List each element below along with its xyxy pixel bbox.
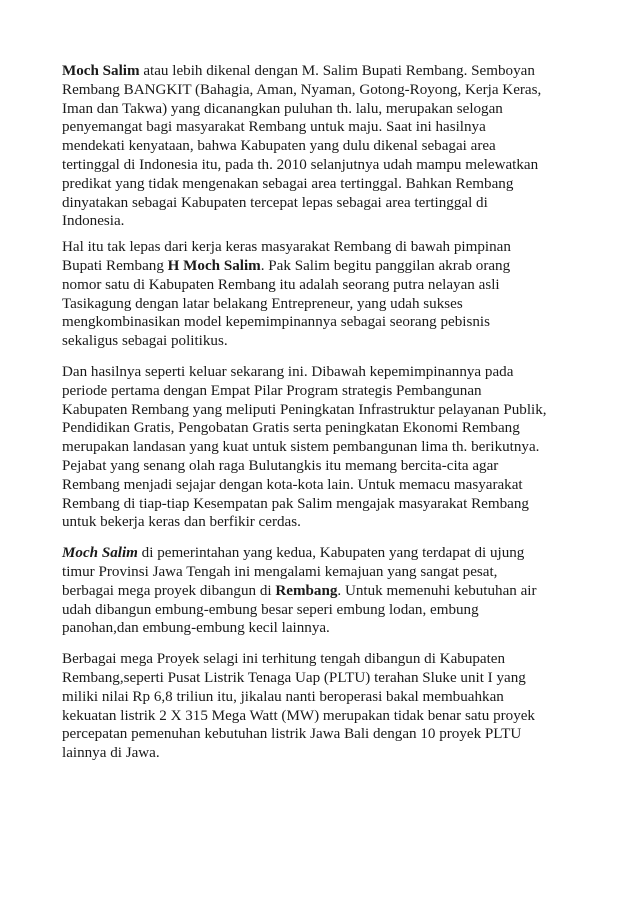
text-line: [62, 313, 574, 332]
text-line: [62, 582, 574, 601]
text-run: merupakan landasan yang kuat untuk sistem pembangunan lima th. berikutnya.: [62, 439, 540, 456]
text-run: Tasikagung dengan latar belakang Entrepreneur, yang udah sukses: [62, 295, 463, 312]
text-line: [62, 238, 574, 257]
text-run: Rembang menjadi sejajar dengan kota-kota lain. Untuk memacu masyarakat: [62, 476, 523, 493]
text-run: Bupati Rembang: [62, 257, 168, 274]
text-run: panohan,dan embung-embung kecil lainnya.: [62, 620, 330, 637]
text-run: miliki nilai Rp 6,8 triliun itu, jikalau nanti beroperasi bakal membuahkan: [62, 688, 504, 705]
text-run: predikat yang tidak mengenakan sebagai area tertinggal. Bahkan Rembang: [62, 175, 514, 192]
paragraph: [62, 62, 574, 231]
text-line: [62, 137, 574, 156]
text-line: [62, 363, 574, 382]
text-line: [62, 688, 574, 707]
text-run: udah dibangun embung-embung besar seperi embung lodan, embung: [62, 601, 479, 618]
text-run: lainnya di Jawa.: [62, 745, 160, 762]
text-line: [62, 62, 574, 81]
text-line: [62, 669, 574, 688]
emphasized-text: Moch Salim: [62, 63, 140, 79]
paragraph: [62, 363, 574, 532]
document-page: [62, 62, 574, 763]
paragraph: [62, 238, 574, 351]
text-line: [62, 401, 574, 420]
text-line: [62, 257, 574, 276]
text-line: [62, 544, 574, 563]
text-line: [62, 476, 574, 495]
text-line: [62, 707, 574, 726]
text-run: timur Provinsi Jawa Tengah ini mengalami kemajuan yang sangat pesat,: [62, 563, 498, 580]
text-line: [62, 81, 574, 100]
text-line: [62, 457, 574, 476]
text-run: berbagai mega proyek dibangun di: [62, 582, 276, 599]
text-run: . Pak Salim begitu panggilan akrab orang: [260, 257, 511, 274]
text-run: Hal itu tak lepas dari kerja keras masyarakat Rembang di bawah pimpinan: [62, 239, 511, 256]
text-run: di pemerintahan yang kedua, Kabupaten yang terdapat di ujung: [137, 545, 525, 562]
text-line: [62, 156, 574, 175]
text-line: [62, 419, 574, 438]
text-line: [62, 601, 574, 620]
text-run: penyemangat bagi masyarakat Rembang untuk maju. Saat ini hasilnya: [62, 119, 486, 136]
text-run: Berbagai mega Proyek selagi ini terhitung tengah dibangun di Kabupaten: [62, 651, 506, 668]
text-run: Indonesia.: [62, 213, 125, 230]
text-line: [62, 295, 574, 314]
text-run: Iman dan Takwa) yang dicanangkan puluhan th. lalu, merupakan selogan: [62, 100, 503, 117]
text-run: Pejabat yang senang olah raga Bulutangkis itu memang bercita-cita agar: [62, 457, 499, 474]
text-run: mendekati kenyataan, bahwa Kabupaten yang dulu dikenal sebagai area: [62, 138, 496, 155]
text-run: percepatan pemenuhan kebutuhan listrik Jawa Bali dengan 10 proyek PLTU: [62, 726, 522, 743]
text-run: untuk bekerja keras dan berfikir cerdas.: [62, 514, 301, 531]
text-line: [62, 744, 574, 763]
text-line: [62, 619, 574, 638]
text-line: [62, 438, 574, 457]
text-run: Rembang di tiap-tiap Kesempatan pak Salim mengajak masyarakat Rembang: [62, 495, 529, 512]
text-run: atau lebih dikenal dengan M. Salim Bupati Rembang. Semboyan: [139, 63, 535, 79]
text-run: Rembang BANGKIT (Bahagia, Aman, Nyaman, Gotong-Royong, Kerja Keras,: [62, 81, 542, 98]
text-line: [62, 725, 574, 744]
text-line: [62, 495, 574, 514]
text-run: Dan hasilnya seperti keluar sekarang ini. Dibawah kepemimpinannya pada: [62, 363, 514, 380]
text-line: [62, 118, 574, 137]
text-run: dinyatakan sebagai Kabupaten tercepat lepas sebagai area tertinggal di: [62, 194, 488, 211]
text-line: [62, 650, 574, 669]
text-line: [62, 100, 574, 119]
text-line: [62, 276, 574, 295]
emphasized-text: Rembang: [275, 582, 338, 599]
text-run: nomor satu di Kabupaten Rembang itu adalah seorang putra nelayan asli: [62, 276, 500, 293]
text-run: tertinggal di Indonesia itu, pada th. 2010 selanjutnya udah mampu melewatkan: [62, 156, 539, 173]
emphasized-text: Moch Salim: [62, 545, 138, 562]
text-line: [62, 175, 574, 194]
text-line: [62, 212, 574, 231]
emphasized-text: H Moch Salim: [167, 257, 261, 274]
text-run: sekaligus sebagai politikus.: [62, 333, 228, 350]
paragraph: [62, 544, 574, 638]
text-line: [62, 382, 574, 401]
text-line: [62, 563, 574, 582]
text-run: Rembang,seperti Pusat Listrik Tenaga Uap (PLTU) terahan Sluke unit I yang: [62, 669, 526, 686]
text-line: [62, 194, 574, 213]
text-run: . Untuk memenuhi kebutuhan air: [337, 582, 537, 599]
text-line: [62, 513, 574, 532]
text-run: Pendidikan Gratis, Pengobatan Gratis serta peningkatan Ekonomi Rembang: [62, 420, 520, 437]
text-run: mengkombinasikan model kepemimpinannya sebagai seorang pebisnis: [62, 314, 490, 331]
text-run: kekuatan listrik 2 X 315 Mega Watt (MW) merupakan tidak benar satu proyek: [62, 707, 535, 724]
text-run: Kabupaten Rembang yang meliputi Peningkatan Infrastruktur pelayanan Publik,: [62, 401, 547, 418]
text-line: [62, 332, 574, 351]
paragraph: [62, 650, 574, 763]
text-run: periode pertama dengan Empat Pilar Program strategis Pembangunan: [62, 382, 482, 399]
